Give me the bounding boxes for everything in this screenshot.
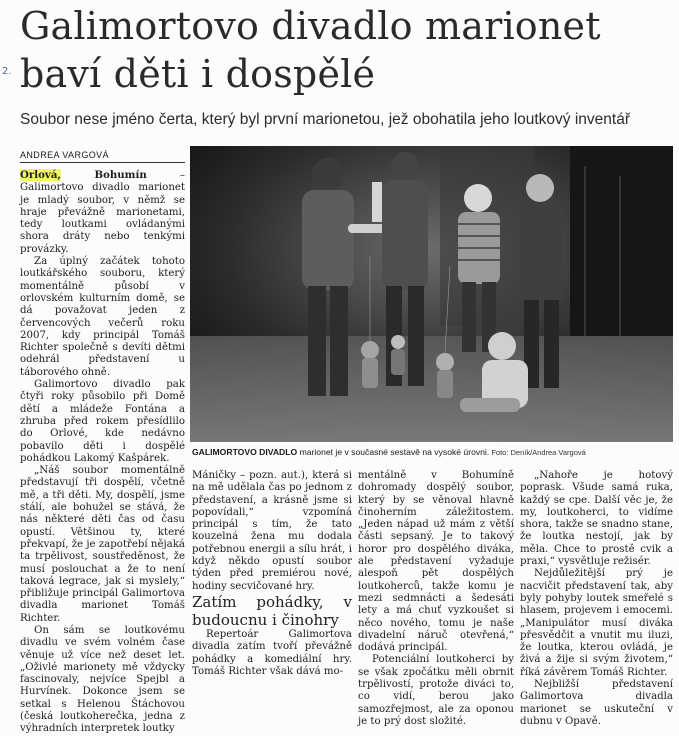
article-column-4 — [520, 470, 673, 728]
byline: ANDREA VARGOVÁ — [20, 150, 185, 163]
paragraph: „Nahoře je hotový poprask. Všude samá ruka, každý se cpe. Další věc je, že my, loutkoherci, to vidíme shora, takže se snadno stane, že loutka nestojí, jak by měla. Chce to prostě cvik a praxi,“ vysvětluje režisér. — [520, 470, 673, 568]
paragraph: Nejbližší představení Galimortova divadla marionet se uskuteční v dubnu v Opavě. — [520, 679, 673, 727]
paragraph: On sám se loutkovému divadlu ve svém volném čase věnuje už více než deset let. „Oživlé marionety mě vždycky fascinovaly, nejvíce Spejbl a Hurvínek. Dokonce jsem se setkal s Helenou Štáchovou (česká loutkoherečka, jedna z výhradních interpretek loutky — [20, 624, 185, 735]
margin-annotation: 2. — [2, 66, 12, 77]
headline: Galimortovo divadlo marionet baví děti i dospělé — [20, 4, 601, 96]
paragraph: Repertoár Galimortova divadla zatím tvoří převážně pohádky a komediální hry. Tomáš Richter však dává mo- — [192, 628, 352, 677]
lead-text: – Galimortovo divadlo marionet je mladý soubor, v němž se hraje převážně marionetami, tedy loutkami ovládanými shora dráty nebo tenkými provázky. — [20, 170, 185, 255]
paragraph: „Náš soubor momentálně představují tři dospělí, včetně mě, a tři děti. My, dospělí, jsme stálí, ale bohužel se stává, že nás některé děti čas od času opustí. Většinou ty, které překvapí, že je zapotřebí nějaká ta trpělivost, soustředěnost, že musí poslouchat a že to není taková legrace, jak si myslely,“ přibližuje principál Galimortova divadla marionet Tomáš Richter. — [20, 465, 185, 624]
article-column-1 — [20, 169, 185, 736]
article-column-2 — [192, 470, 352, 678]
subheadline: Soubor nese jméno čerta, který byl první marionetou, jež obohatila jeho loutkový inventář — [20, 111, 631, 128]
article-photo — [190, 146, 673, 442]
paragraph: Máničky – pozn. aut.), která si na mě udělala čas po jednom z představení, a krásně jsme si popovídali,“ vzpomíná principál s tím, že tato kouzelná žena mu dodala potřebnou energii a sílu hrát, i když někdo opustí soubor týden před premiérou nové, hodiny secvičované hry. — [192, 470, 352, 592]
caption-strong: GALIMORTOVO DIVADLO — [192, 447, 298, 457]
section-subheading: Zatím pohádky, v budoucnu i činohry — [192, 592, 352, 629]
paragraph: Galimortovo divadlo pak čtyři roky působilo při Domě dětí a mládeže Fontána a zhruba před rokem přesídlilo do Orlové, kde nedávno pobavilo děti i dospělé pohádkou Lakomý Kašpárek. — [20, 379, 185, 464]
paragraph: Za úplný začátek tohoto loutkářského souboru, který momentálně působí v orlovském kulturním domě, se dá považovat jeden z červencových večerů roku 2007, kdy principál Tomáš Richter společně s devíti dětmi odehrál představení u táborového ohně. — [20, 256, 185, 378]
lead-highlight: Orlová, — [20, 169, 61, 181]
article-column-3 — [358, 470, 514, 728]
caption-text: marionet je v současné sestavě na vysoké úrovni. — [297, 447, 490, 457]
paragraph: mentálně v Bohumíně dohromady dospělý soubor, který by se věnoval hlavně činoherním záležitostem. „Jeden nápad už mám z větší části sepsaný. Je to takový horor pro dospělého diváka, ale představení vyžaduje alespoň pět dospělých loutkoherců, takže komu je mezi sedmnácti a šedesáti lety a má chuť vyzkoušet si něco nového, tomu je naše divadelní náruč otevřená,“ dodává principál. — [358, 470, 514, 654]
photo-credit: Foto: Deník/Andrea Vargová — [489, 448, 586, 457]
paragraph: Potenciální loutkoherci by se však zpočátku měli obrnit trpělivostí, protože diváci to, co vidí, berou jako samozřejmost, ale za oponou je to prý dost složité. — [358, 654, 514, 727]
lead-place: Bohumín — [60, 169, 147, 181]
photo-caption — [192, 446, 672, 459]
paragraph: Nejdůležitější prý je nacvičit představení tak, aby byly pohyby loutek smeřelé s hlasem, projevem i emocemi. „Manipulátor musí diváka přesvědčit a vnutit mu iluzi, že loutka, kterou ovládá, je živá a žije si svým životem,“ říká závěrem Tomáš Richter. — [520, 568, 673, 678]
